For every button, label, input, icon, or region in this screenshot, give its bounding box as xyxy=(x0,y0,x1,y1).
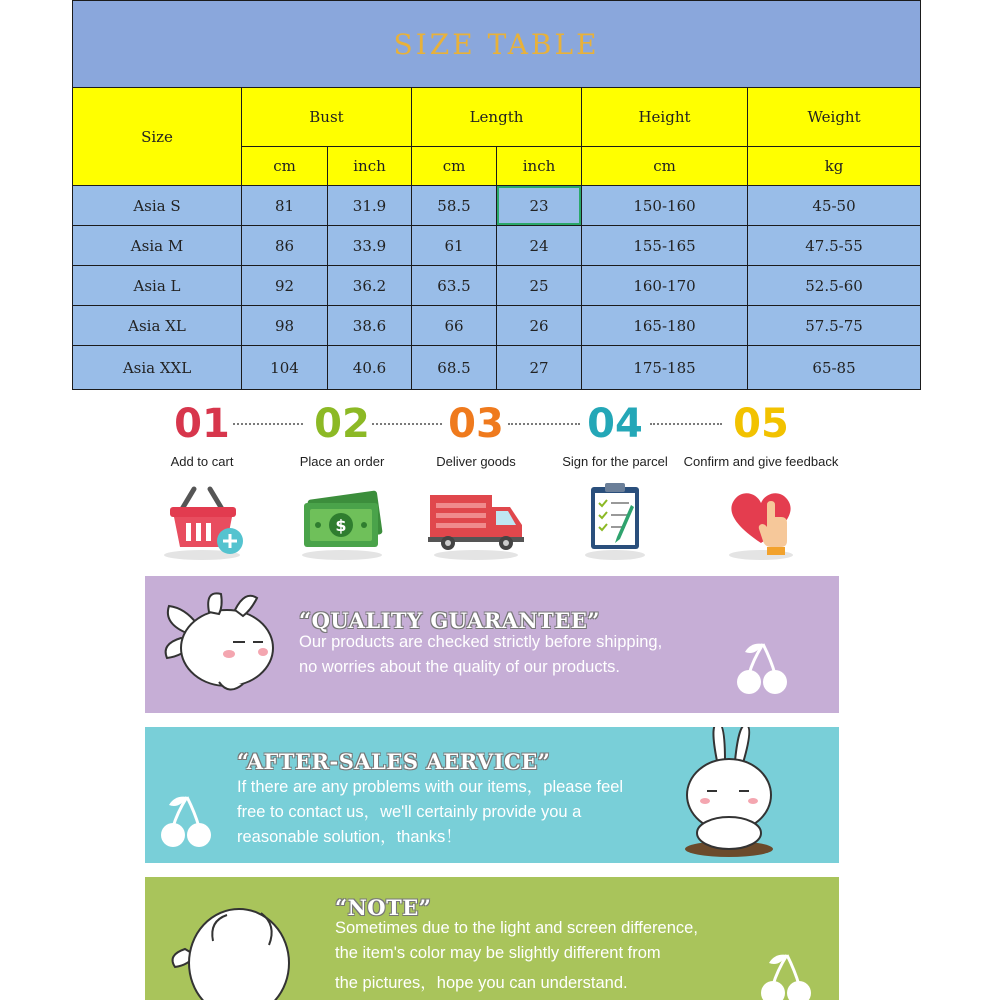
size-cell: Asia XL xyxy=(73,306,242,346)
cherry-icon xyxy=(157,793,217,853)
size-chart xyxy=(72,0,921,390)
flying-bunny-icon xyxy=(159,584,299,704)
height-cell: 165-180 xyxy=(582,306,748,346)
length-cm-unit: cm xyxy=(412,147,497,186)
length-inch-cell: 25 xyxy=(497,266,582,306)
order-steps xyxy=(140,398,880,568)
cherry-icon xyxy=(733,640,793,700)
bust-cm-cell: 81 xyxy=(242,186,328,226)
step-place-order xyxy=(290,398,394,561)
note-banner xyxy=(145,877,839,1000)
length-inch-cell: 26 xyxy=(497,306,582,346)
truck-icon xyxy=(426,481,526,561)
banner-text-line: Our products are checked strictly before shipping, xyxy=(299,633,663,651)
size-column-header: Size xyxy=(73,88,242,186)
clipboard-icon xyxy=(565,481,665,561)
table-row xyxy=(73,346,921,390)
step-number: 01 xyxy=(174,401,230,447)
banner-text-line: free to contact us，we'll certainly provide you a xyxy=(237,803,582,821)
after-sales-banner xyxy=(145,727,839,863)
bust-inch-cell: 40.6 xyxy=(328,346,412,390)
cherry-icon xyxy=(757,951,817,1000)
table-row xyxy=(73,306,921,346)
height-cell: 150-160 xyxy=(582,186,748,226)
weight-header: Weight xyxy=(748,88,921,147)
step-sign-parcel xyxy=(560,398,670,561)
length-cm-cell: 63.5 xyxy=(412,266,497,306)
bust-inch-cell: 38.6 xyxy=(328,306,412,346)
heart-hand-icon xyxy=(711,481,811,561)
money-icon xyxy=(292,481,392,561)
table-row xyxy=(73,186,921,226)
length-inch-cell-selected[interactable]: 23 xyxy=(497,186,582,226)
size-cell: Asia S xyxy=(73,186,242,226)
weight-cell: 45-50 xyxy=(748,186,921,226)
length-inch-cell: 27 xyxy=(497,346,582,390)
length-cm-cell: 58.5 xyxy=(412,186,497,226)
banner-title: “AFTER-SALES AERVICE” xyxy=(237,749,551,774)
bust-cm-unit: cm xyxy=(242,147,328,186)
banner-text-line: Sometimes due to the light and screen difference, xyxy=(335,919,698,937)
weight-kg-unit: kg xyxy=(748,147,921,186)
step-label: Place an order xyxy=(299,454,385,469)
length-cm-cell: 68.5 xyxy=(412,346,497,390)
step-label: Add to cart xyxy=(170,454,234,469)
size-cell: Asia M xyxy=(73,226,242,266)
bust-inch-unit: inch xyxy=(328,147,412,186)
step-number: 02 xyxy=(314,401,370,447)
height-header: Height xyxy=(582,88,748,147)
banner-text-line: reasonable solution，thanks！ xyxy=(237,828,462,846)
bust-cm-cell: 86 xyxy=(242,226,328,266)
bust-inch-cell: 36.2 xyxy=(328,266,412,306)
quality-guarantee-banner xyxy=(145,576,839,713)
weight-cell: 65-85 xyxy=(748,346,921,390)
bust-cm-cell: 104 xyxy=(242,346,328,390)
svg-text:$: $ xyxy=(335,516,347,535)
bust-inch-cell: 31.9 xyxy=(328,186,412,226)
weight-cell: 52.5-60 xyxy=(748,266,921,306)
height-cell: 175-185 xyxy=(582,346,748,390)
step-deliver-goods xyxy=(424,398,528,561)
bust-header: Bust xyxy=(242,88,412,147)
bust-cm-cell: 92 xyxy=(242,266,328,306)
weight-cell: 57.5-75 xyxy=(748,306,921,346)
length-inch-unit: inch xyxy=(497,147,582,186)
size-cell: Asia XXL xyxy=(73,346,242,390)
bust-cm-cell: 98 xyxy=(242,306,328,346)
table-row xyxy=(73,226,921,266)
length-inch-cell: 24 xyxy=(497,226,582,266)
banner-text-line: If there are any problems with our items，please feel xyxy=(237,778,624,796)
banner-text-line: the pictures，hope you can understand. xyxy=(335,974,628,992)
height-cm-unit: cm xyxy=(582,147,748,186)
step-number: 04 xyxy=(587,401,643,447)
step-confirm-feedback xyxy=(678,398,844,561)
step-label: Sign for the parcel xyxy=(562,454,668,469)
bust-inch-cell: 33.9 xyxy=(328,226,412,266)
banner-title: “NOTE” xyxy=(335,895,432,920)
height-cell: 155-165 xyxy=(582,226,748,266)
step-number: 05 xyxy=(733,401,789,447)
banner-title: “QUALITY GUARANTEE” xyxy=(299,608,600,633)
size-table-title: SIZE TABLE xyxy=(73,1,921,88)
size-table xyxy=(72,0,920,390)
step-label: Confirm and give feedback xyxy=(683,454,839,469)
step-number: 03 xyxy=(448,401,504,447)
sitting-bunny-icon xyxy=(679,727,779,861)
step-label: Deliver goods xyxy=(436,454,516,469)
size-cell: Asia L xyxy=(73,266,242,306)
length-cm-cell: 61 xyxy=(412,226,497,266)
table-row xyxy=(73,266,921,306)
height-cell: 160-170 xyxy=(582,266,748,306)
length-header: Length xyxy=(412,88,582,147)
length-cm-cell: 66 xyxy=(412,306,497,346)
bunny-back-icon xyxy=(165,885,295,1000)
banner-text-line: the item's color may be slightly different from xyxy=(335,944,661,962)
weight-cell: 47.5-55 xyxy=(748,226,921,266)
shopping-basket-icon xyxy=(152,481,252,561)
step-add-to-cart xyxy=(150,398,254,561)
banner-text-line: no worries about the quality of our products. xyxy=(299,658,621,676)
